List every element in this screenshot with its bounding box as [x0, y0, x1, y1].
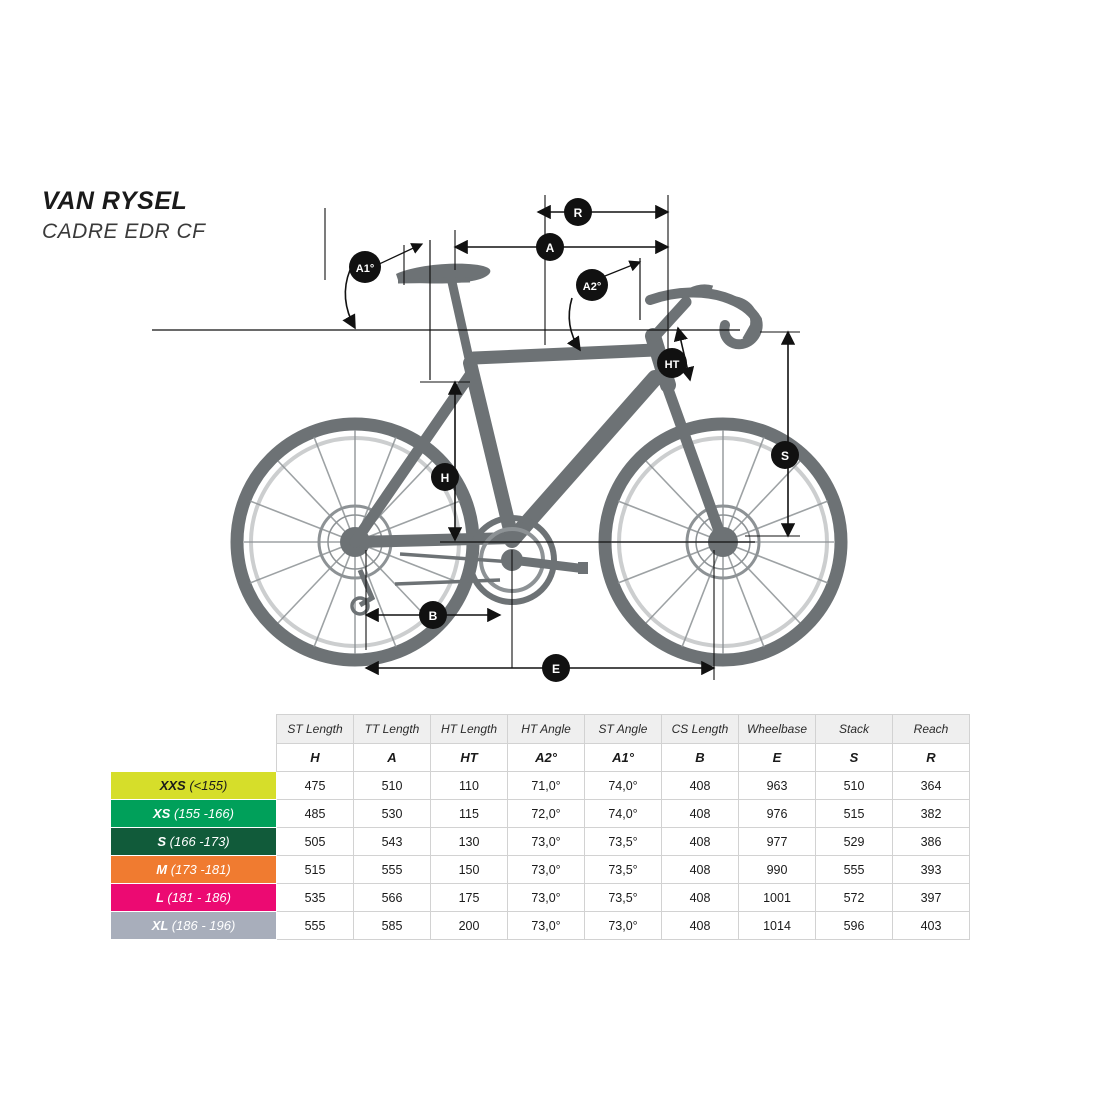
column-header-code-0: H — [277, 744, 354, 772]
cell-4-7: 572 — [816, 884, 893, 912]
cell-4-4: 73,5° — [585, 884, 662, 912]
size-label-xxs: XXS (<155) — [111, 772, 277, 800]
bike-geometry-diagram — [0, 150, 1100, 710]
cell-3-2: 150 — [431, 856, 508, 884]
cell-2-7: 529 — [816, 828, 893, 856]
callout-label-A1: A1° — [355, 263, 375, 275]
callout-label-B: B — [428, 609, 438, 623]
cell-1-3: 72,0° — [508, 800, 585, 828]
size-label-s: S (166 -173) — [111, 828, 277, 856]
cell-2-6: 977 — [739, 828, 816, 856]
cell-1-4: 74,0° — [585, 800, 662, 828]
cell-0-0: 475 — [277, 772, 354, 800]
callout-label-H: H — [440, 471, 450, 485]
cell-1-6: 976 — [739, 800, 816, 828]
callout-B — [419, 601, 447, 629]
column-header-name-5: CS Length — [662, 715, 739, 744]
cell-5-8: 403 — [893, 912, 970, 940]
cell-0-4: 74,0° — [585, 772, 662, 800]
cell-1-7: 515 — [816, 800, 893, 828]
column-header-name-8: Reach — [893, 715, 970, 744]
table-header-codes-row — [111, 744, 970, 772]
cell-3-6: 990 — [739, 856, 816, 884]
brand-name: VAN RYSEL — [42, 187, 188, 215]
callout-R — [564, 198, 592, 226]
size-label-l: L (181 - 186) — [111, 884, 277, 912]
column-header-name-1: TT Length — [354, 715, 431, 744]
column-header-code-8: R — [893, 744, 970, 772]
table-row — [111, 884, 970, 912]
column-header-code-3: A2° — [508, 744, 585, 772]
cell-0-5: 408 — [662, 772, 739, 800]
callout-label-HT: HT — [664, 359, 680, 371]
callout-HT — [657, 348, 687, 378]
table-row — [111, 772, 970, 800]
cell-5-1: 585 — [354, 912, 431, 940]
cell-4-1: 566 — [354, 884, 431, 912]
column-header-name-0: ST Length — [277, 715, 354, 744]
callout-H — [431, 463, 459, 491]
cell-4-0: 535 — [277, 884, 354, 912]
cell-5-2: 200 — [431, 912, 508, 940]
cell-0-6: 963 — [739, 772, 816, 800]
cell-4-8: 397 — [893, 884, 970, 912]
callout-label-A: A — [545, 241, 555, 255]
brand-model: CADRE EDR CF — [42, 220, 206, 244]
bike-illustration — [237, 264, 841, 660]
cell-5-4: 73,0° — [585, 912, 662, 940]
cell-3-4: 73,5° — [585, 856, 662, 884]
cell-5-5: 408 — [662, 912, 739, 940]
table-header-names-row — [111, 715, 970, 744]
callout-E — [542, 654, 570, 682]
cell-4-5: 408 — [662, 884, 739, 912]
cell-1-1: 530 — [354, 800, 431, 828]
size-label-m: M (173 -181) — [111, 856, 277, 884]
cell-2-8: 386 — [893, 828, 970, 856]
cell-5-3: 73,0° — [508, 912, 585, 940]
cell-0-8: 364 — [893, 772, 970, 800]
callout-label-S: S — [780, 449, 790, 463]
callout-S — [771, 441, 799, 469]
cell-3-1: 555 — [354, 856, 431, 884]
column-header-code-7: S — [816, 744, 893, 772]
cell-3-3: 73,0° — [508, 856, 585, 884]
cell-4-6: 1001 — [739, 884, 816, 912]
table-row — [111, 828, 970, 856]
cell-4-3: 73,0° — [508, 884, 585, 912]
cell-5-6: 1014 — [739, 912, 816, 940]
cell-1-0: 485 — [277, 800, 354, 828]
cell-2-4: 73,5° — [585, 828, 662, 856]
table-body — [111, 772, 970, 940]
cell-0-1: 510 — [354, 772, 431, 800]
cell-1-2: 115 — [431, 800, 508, 828]
table-row — [111, 856, 970, 884]
size-label-xl: XL (186 - 196) — [111, 912, 277, 940]
cell-1-5: 408 — [662, 800, 739, 828]
cell-2-3: 73,0° — [508, 828, 585, 856]
column-header-name-4: ST Angle — [585, 715, 662, 744]
cell-3-7: 555 — [816, 856, 893, 884]
cell-0-3: 71,0° — [508, 772, 585, 800]
table-row — [111, 912, 970, 940]
cell-5-7: 596 — [816, 912, 893, 940]
column-header-name-6: Wheelbase — [739, 715, 816, 744]
cell-0-2: 110 — [431, 772, 508, 800]
column-header-code-2: HT — [431, 744, 508, 772]
table-corner-cell-2 — [111, 744, 277, 772]
column-header-name-7: Stack — [816, 715, 893, 744]
cell-2-5: 408 — [662, 828, 739, 856]
callout-A1 — [349, 251, 381, 283]
column-header-name-3: HT Angle — [508, 715, 585, 744]
cell-5-0: 555 — [277, 912, 354, 940]
callout-label-R: R — [573, 206, 583, 220]
callout-label-E: E — [551, 662, 561, 676]
column-header-code-1: A — [354, 744, 431, 772]
cell-4-2: 175 — [431, 884, 508, 912]
column-header-code-5: B — [662, 744, 739, 772]
geometry-spec-table — [110, 714, 970, 940]
cell-3-8: 393 — [893, 856, 970, 884]
column-header-name-2: HT Length — [431, 715, 508, 744]
callout-A — [536, 233, 564, 261]
cell-3-5: 408 — [662, 856, 739, 884]
cell-2-2: 130 — [431, 828, 508, 856]
table-corner-cell — [111, 715, 277, 744]
cell-3-0: 515 — [277, 856, 354, 884]
size-label-xs: XS (155 -166) — [111, 800, 277, 828]
callout-A2 — [576, 269, 608, 301]
saddle — [396, 264, 490, 284]
table-row — [111, 800, 970, 828]
cell-1-8: 382 — [893, 800, 970, 828]
cell-2-0: 505 — [277, 828, 354, 856]
cell-0-7: 510 — [816, 772, 893, 800]
column-header-code-4: A1° — [585, 744, 662, 772]
cell-2-1: 543 — [354, 828, 431, 856]
handlebar — [650, 288, 758, 344]
callout-label-A2: A2° — [582, 281, 602, 293]
column-header-code-6: E — [739, 744, 816, 772]
